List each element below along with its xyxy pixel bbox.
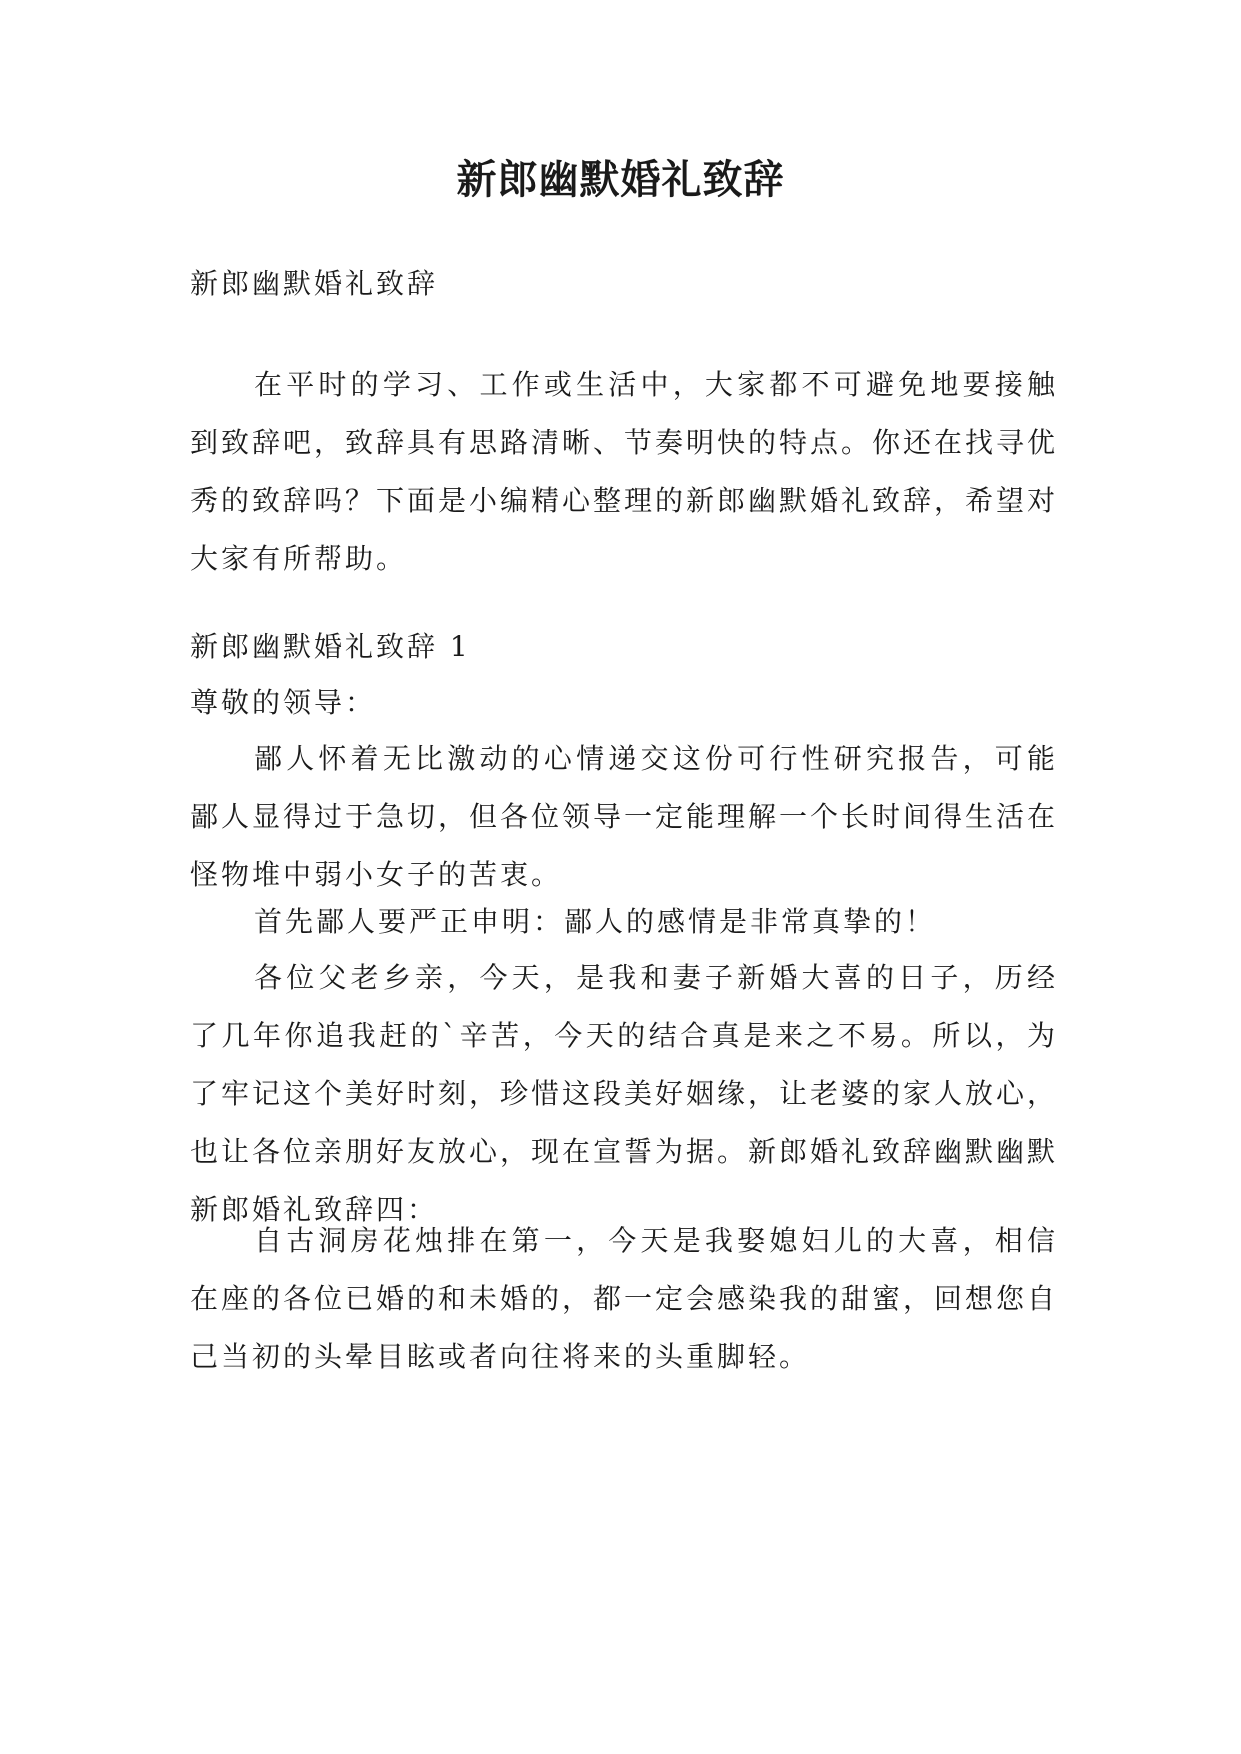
intro-paragraph: 在平时的学习、工作或生活中，大家都不可避免地要接触到致辞吧，致辞具有思路清晰、节奏明快的特点。你还在找寻优秀的致辞吗？下面是小编精心整理的新郎幽默婚礼致辞，希望对大家有所帮助。 [190,368,1059,575]
document-subtitle: 新郎幽默婚礼致辞 [190,267,439,300]
section-heading: 新郎幽默婚礼致辞 1 [190,630,471,663]
body-paragraph: 首先鄙人要严正申明：鄙人的感情是非常真挚的！ [254,905,937,938]
body-paragraph: 鄙人怀着无比激动的心情递交这份可行性研究报告，可能鄙人显得过于急切，但各位领导一定能理解一个长时间得生活在怪物堆中弱小女子的苦衷。 [190,742,1059,891]
body-paragraph: 各位父老乡亲，今天，是我和妻子新婚大喜的日子，历经了几年你追我赶的`辛苦，今天的结合真是来之不易。所以，为了牢记这个美好时刻，珍惜这段美好姻缘，让老婆的家人放心，也让各位亲朋好友放心，现在宣誓为据。新郎婚礼致辞幽默幽默新郎婚礼致辞四： [190,961,1059,1226]
salutation: 尊敬的领导： [190,686,377,719]
body-paragraph: 自古洞房花烛排在第一，今天是我娶媳妇儿的大喜，相信在座的各位已婚的和未婚的，都一定会感染我的甜蜜，回想您自己当初的头晕目眩或者向往将来的头重脚轻。 [190,1224,1059,1373]
document-title: 新郎幽默婚礼致辞 [456,156,785,203]
